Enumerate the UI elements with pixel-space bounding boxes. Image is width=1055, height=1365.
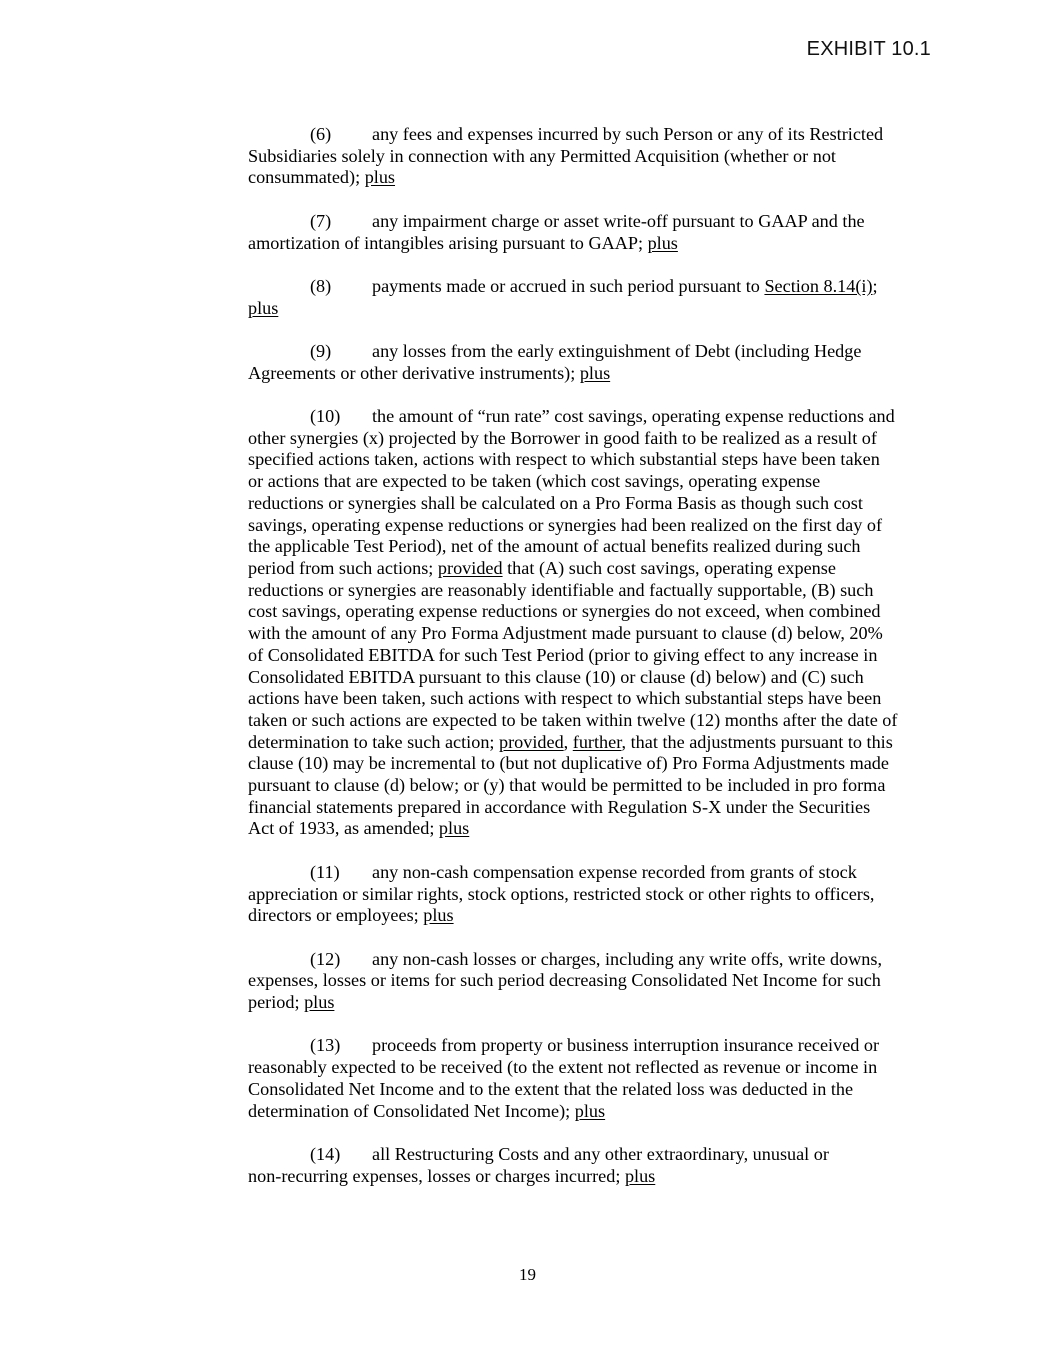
plus-term: plus [579,362,611,383]
clause-text-line: non-recurring expenses, losses or charges incurred; [248,1165,625,1186]
clause-text-line: pursuant to clause (d) below; or (y) that would be permitted to be included in pro forma [248,775,886,796]
punctuation: , [563,731,573,752]
clause-text-line: the applicable Test Period), net of the amount of actual benefits realized during such [248,536,861,557]
clause-8 [248,276,948,319]
clause-text-line: appreciation or similar rights, stock options, restricted stock or other rights to officers, [248,883,875,904]
clause-14 [248,1144,948,1187]
plus-term: plus [438,818,470,839]
clause-text-line: or actions that are expected to be taken (which cost savings, operating expense [248,471,821,492]
plus-term: plus [624,1165,656,1186]
clause-text-line: any non-cash losses or charges, including any write offs, write downs, [372,948,882,969]
section-reference-link[interactable]: Section 8.14(i) [764,275,873,296]
clause-text-line: period from such actions; [248,558,438,578]
clause-text-line: that (A) such cost savings, operating expense [502,558,836,578]
clause-number: (6) [310,124,332,144]
clause-text-line: Subsidiaries solely in connection with any Permitted Acquisition (whether or not [248,145,836,166]
document-body [248,124,948,1209]
clause-text-line: clause (10) may be incremental to (but not duplicative of) Pro Forma Adjustments made [248,753,889,774]
clause-number: (13) [310,1035,341,1056]
clause-text-line: , that the adjustments pursuant to this [621,731,893,752]
clause-number: (12) [310,948,341,969]
clause-text-line: all Restructuring Costs and any other extraordinary, unusual or [372,1143,829,1164]
clause-text-line: amortization of intangibles arising pursuant to GAAP; [248,232,648,253]
clause-text-line: payments made or accrued in such period pursuant to [372,275,765,296]
provided-term: provided [499,731,564,752]
clause-text-line: Agreements or other derivative instruments); [248,362,580,383]
clause-text-line: other synergies (x) projected by the Borrower in good faith to be realized as a result of [248,427,877,448]
plus-term: plus [574,1100,606,1121]
clause-text-line: reductions or synergies are reasonably identifiable and factually supportable, (B) such [248,579,874,600]
further-term: further [572,731,622,752]
clause-number: (7) [310,210,332,231]
plus-term: plus [304,992,335,1013]
clause-text-line: of Consolidated EBITDA for such Test Period (prior to giving effect to any increase in [248,644,878,665]
clause-text-line: period; [248,992,305,1013]
clause-text-line: consummated); [248,167,365,188]
clause-9 [248,341,948,384]
clause-text-line: any impairment charge or asset write-off pursuant to GAAP and the [372,210,865,231]
clause-10 [248,406,948,840]
clause-text-line: directors or employees; [248,905,424,926]
clause-text-line: any losses from the early extinguishment of Debt (including Hedge [372,340,862,361]
exhibit-label: EXHIBIT 10.1 [806,38,931,60]
clause-number: (14) [310,1143,341,1164]
clause-text-line: actions have been taken, such actions with respect to which substantial steps have been [248,688,882,709]
clause-text-line: reductions or synergies shall be calculated on a Pro Forma Basis as though such cost [248,492,863,513]
clause-text-line: the amount of “run rate” cost savings, operating expense reductions and [372,406,895,427]
clause-13 [248,1035,948,1122]
clause-number: (11) [310,861,340,882]
clause-text-line: taken or such actions are expected to be taken within twelve (12) months after the date of [248,709,898,730]
plus-term: plus [647,232,678,253]
plus-term: plus [248,297,279,318]
clause-text-line: Act of 1933, as amended; [248,818,439,839]
clause-11 [248,862,948,927]
clause-text-line: expenses, losses or items for such period decreasing Consolidated Net Income for such [248,970,881,991]
clause-6 [248,124,948,189]
plus-term: plus [423,905,454,926]
clause-text-line: savings, operating expense reductions or synergies had been realized on the first day of [248,514,883,535]
clause-text-line: any fees and expenses incurred by such Person or any of its Restricted [372,124,884,144]
clause-12 [248,949,948,1014]
punctuation: ; [872,275,878,296]
clause-text-line: determination of Consolidated Net Income); [248,1100,575,1121]
clause-text-line: proceeds from property or business interruption insurance received or [372,1035,880,1056]
clause-text-line: with the amount of any Pro Forma Adjustment made pursuant to clause (d) below, 20% [248,623,883,644]
clause-text-line: any non-cash compensation expense recorded from grants of stock [372,861,857,882]
clause-text-line: Consolidated EBITDA pursuant to this clause (10) or clause (d) below) and (C) such [248,666,864,687]
clause-text-line: reasonably expected to be received (to the extent not reflected as revenue or income in [248,1057,878,1078]
clause-text-line: cost savings, operating expense reductions or synergies do not exceed, when combined [248,601,881,622]
clause-number: (9) [310,340,332,361]
clause-text-line: specified actions taken, actions with respect to which substantial steps have been taken [248,449,880,470]
page-number: 19 [519,1265,536,1284]
clause-text-line: determination to take such action; [248,731,500,752]
plus-term: plus [364,167,396,188]
clause-7 [248,211,948,254]
clause-number: (10) [310,406,341,427]
clause-text-line: financial statements prepared in accordance with Regulation S-X under the Securities [248,796,871,817]
provided-term: provided [437,558,503,578]
clause-number: (8) [310,275,332,296]
clause-text-line: Consolidated Net Income and to the extent that the related loss was deducted in the [248,1078,854,1099]
